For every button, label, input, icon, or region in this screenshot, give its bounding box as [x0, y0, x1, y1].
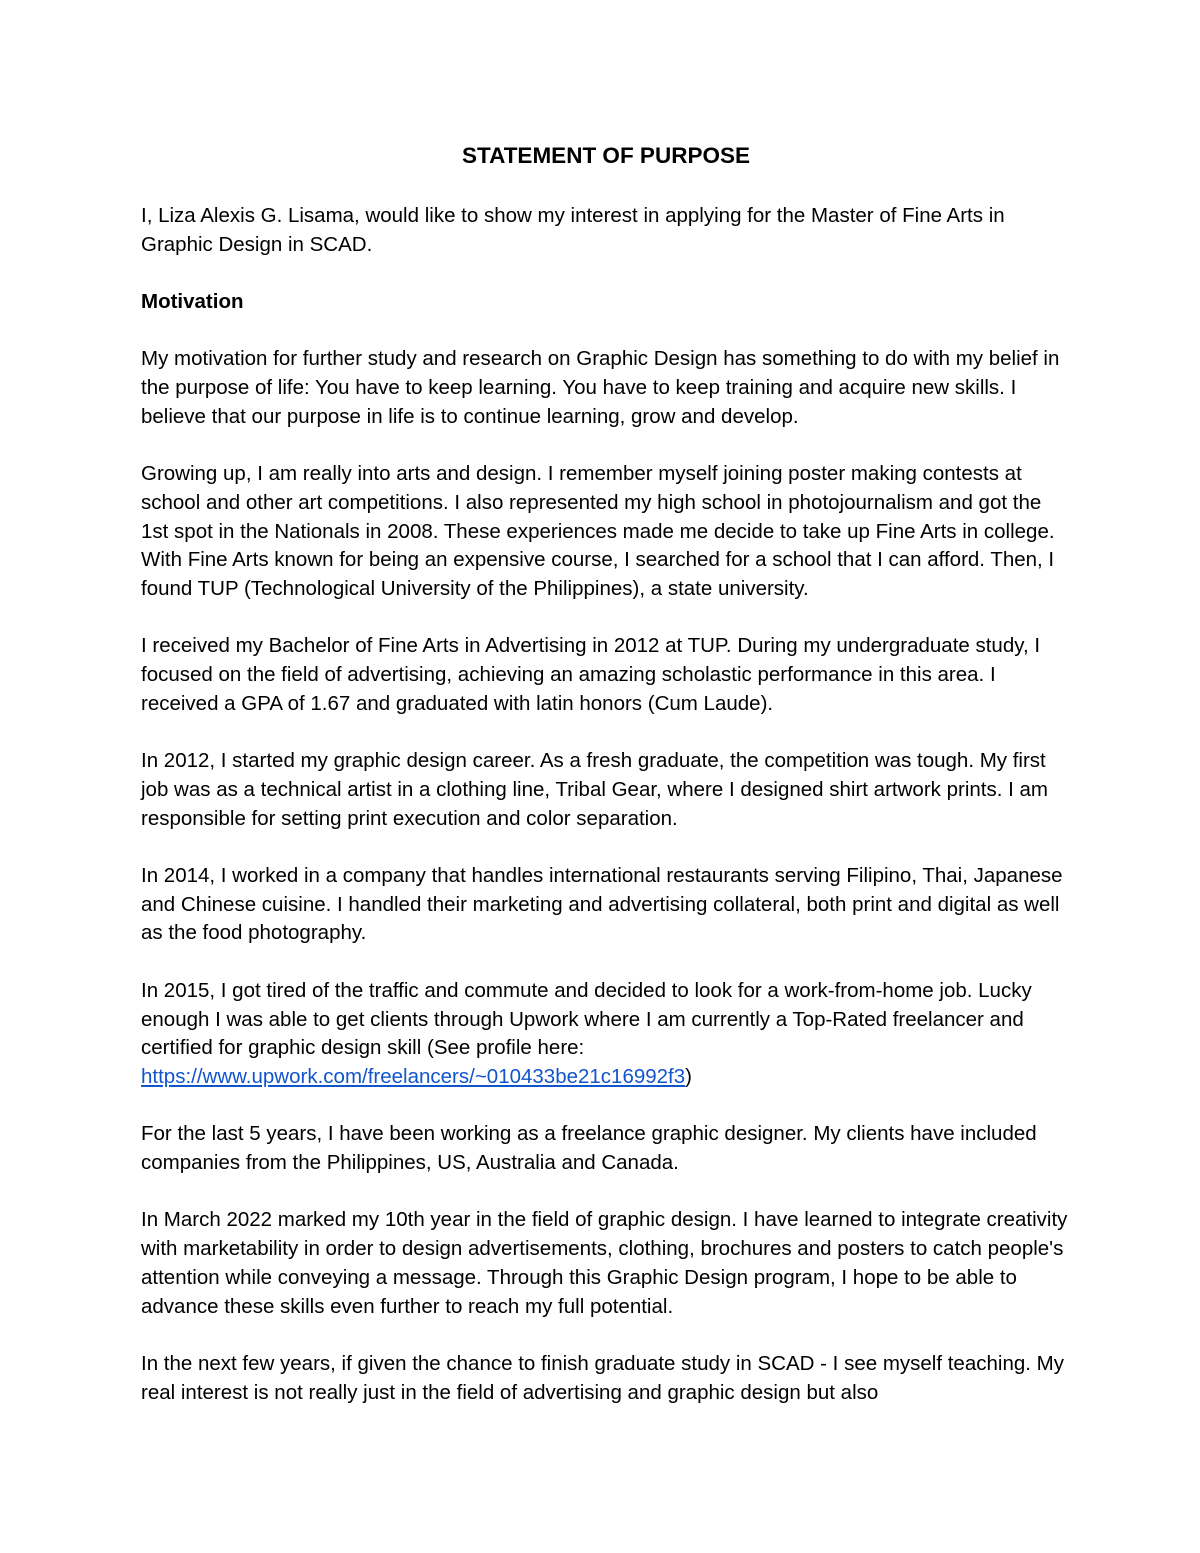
- paragraph-motivation: My motivation for further study and research on Graphic Design has something to do with my belief in the purpose of life: You have to keep learning. You have to keep training and acquire new skills. I believe that our purpose in life is to continue learning, grow and develop.: [141, 347, 1060, 428]
- document-title: STATEMENT OF PURPOSE: [462, 143, 750, 168]
- paragraph-2014-company: In 2014, I worked in a company that handles international restaurants serving Filipino, Thai, Japanese and Chinese cuisine. I handled their marketing and advertising collateral, both print and digital as well as the food photography.: [141, 864, 1063, 945]
- upwork-suffix: ): [685, 1064, 692, 1088]
- paragraph-2012-career: In 2012, I started my graphic design career. As a fresh graduate, the competition was tough. My first job was as a technical artist in a clothing line, Tribal Gear, where I designed shirt artwork prints. I am responsible for setting print execution and color separation.: [141, 749, 1048, 830]
- paragraph-growing-up: Growing up, I am really into arts and design. I remember myself joining poster making contests at school and other art competitions. I also represented my high school in photojournalism and got the 1st spot in the Nationals in 2008. These experiences made me decide to take up Fine Arts in college. With Fine Arts known for being an expensive course, I searched for a school that I can afford. Then, I found TUP (Technological University of the Philippines), a state university.: [141, 462, 1055, 601]
- upwork-profile-link[interactable]: https://www.upwork.com/freelancers/~010433be21c16992f3: [141, 1064, 686, 1088]
- paragraph-next-years: In the next few years, if given the chance to finish graduate study in SCAD - I see myself teaching. My real interest is not really just in the field of advertising and graphic design but also: [141, 1351, 1064, 1404]
- section-heading-motivation: Motivation: [141, 290, 244, 314]
- document-body: [141, 140, 1071, 1436]
- paragraph-bachelor: I received my Bachelor of Fine Arts in Advertising in 2012 at TUP. During my undergraduate study, I focused on the field of advertising, achieving an amazing scholastic performance in this area. I received a GPA of 1.67 and graduated with latin honors (Cum Laude).: [141, 634, 1041, 715]
- paragraph-freelance: For the last 5 years, I have been working as a freelance graphic designer. My clients have included companies from the Philippines, US, Australia and Canada.: [141, 1122, 1037, 1175]
- upwork-text: In 2015, I got tired of the traffic and commute and decided to look for a work-from-home job. Lucky enough I was able to get clients through Upwork where I am currently a Top-Rated freelancer and certified for graphic design skill (See profile here:: [141, 978, 1032, 1060]
- intro-paragraph: I, Liza Alexis G. Lisama, would like to show my interest in applying for the Master of Fine Arts in Graphic Design in SCAD.: [141, 204, 1005, 256]
- paragraph-10th-year: In March 2022 marked my 10th year in the field of graphic design. I have learned to integrate creativity with marketability in order to design advertisements, clothing, brochures and posters to catch people's attention while conveying a message. Through this Graphic Design program, I hope to be able to advance these skills even further to reach my full potential.: [141, 1208, 1068, 1318]
- paragraph-2015-upwork: [141, 977, 1071, 1092]
